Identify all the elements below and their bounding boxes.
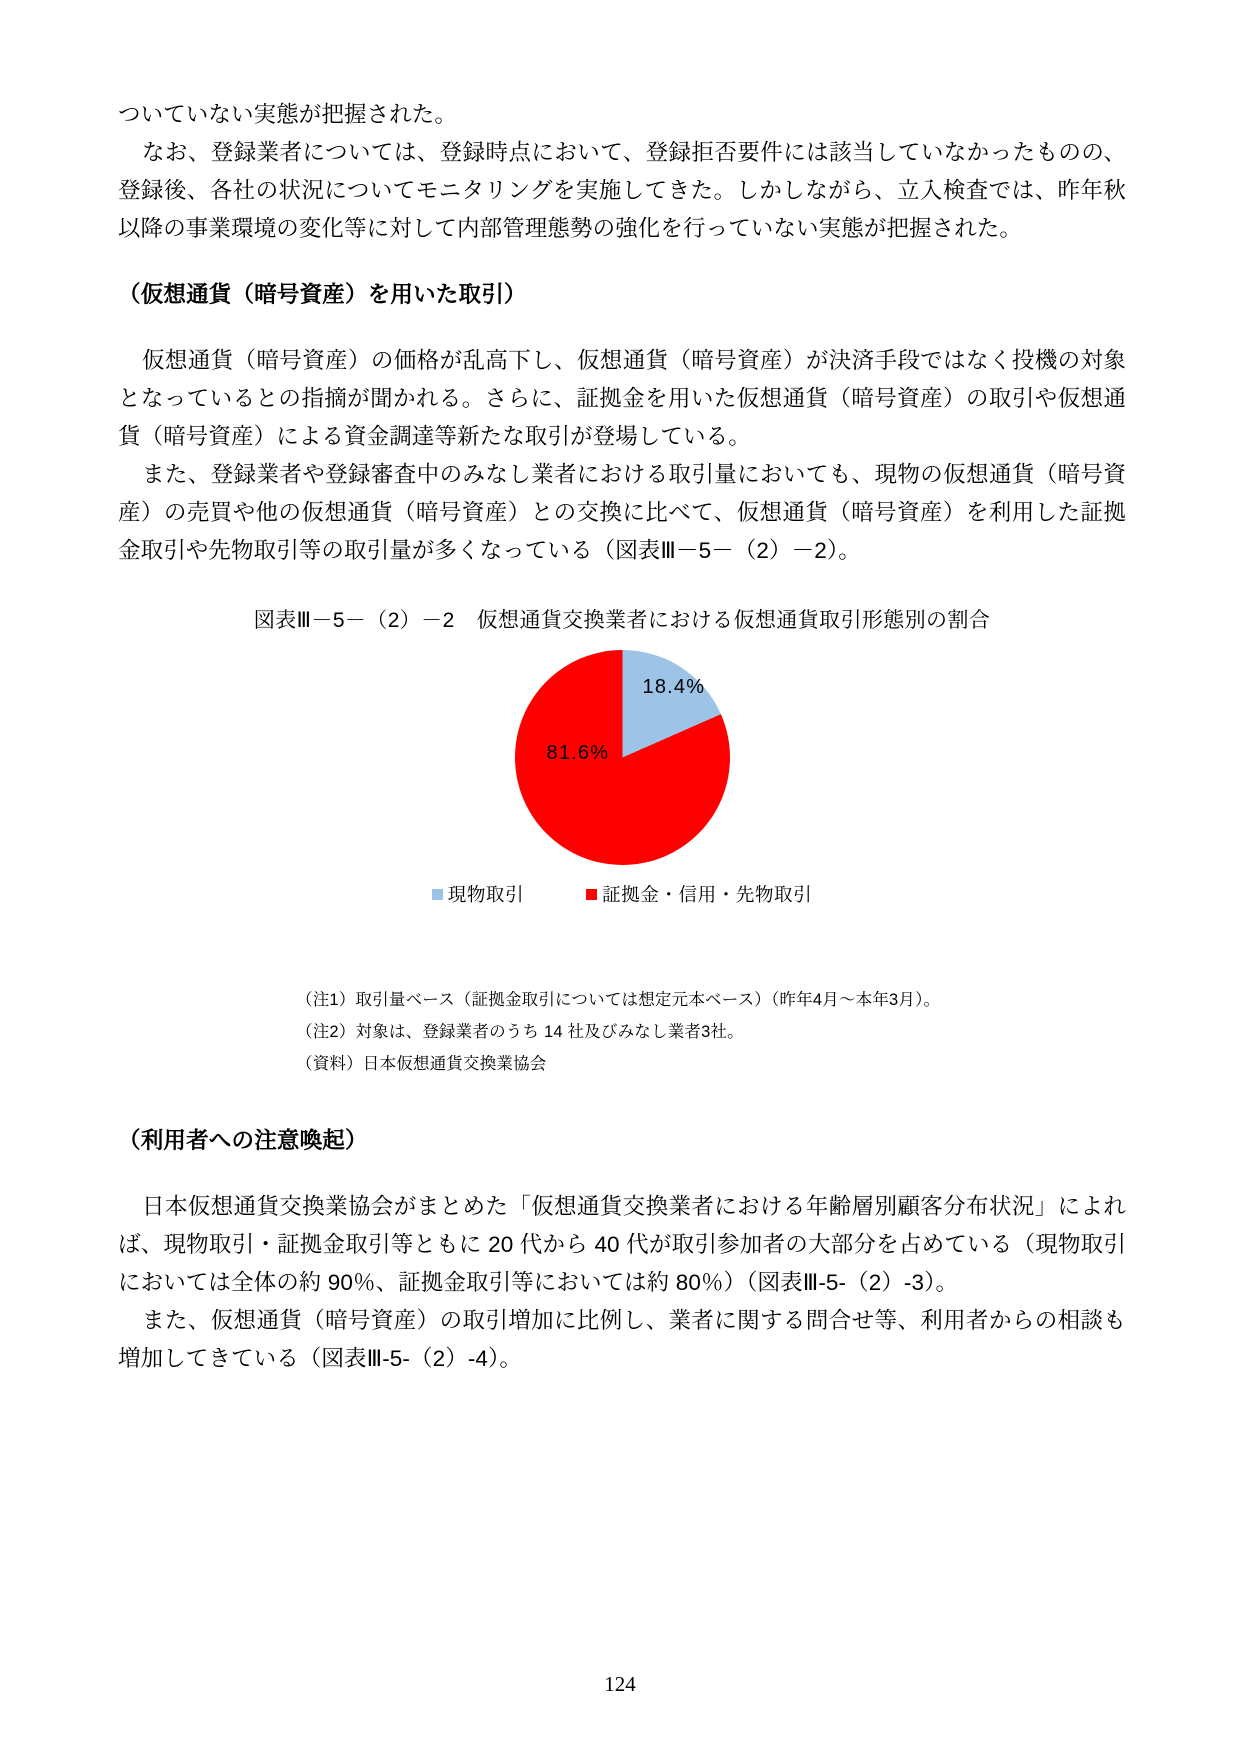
pie-label-shokokin: 81.6% (546, 742, 610, 764)
legend-swatch-icon (586, 889, 597, 900)
figure-notes (118, 984, 1126, 1080)
paragraph-age-distribution: 日本仮想通貨交換業協会がまとめた「仮想通貨交換業者における年齢層別顧客分布状況」によれば、現物取引・証拠金取引等ともに 20 代から 40 代が取引参加者の大部分を占めている（現物取引においては全体の約 90％、証拠金取引等においては約 80％）（図表Ⅲ-5-（2）-3）。 (118, 1194, 1126, 1295)
paragraph-consultations: また、仮想通貨（暗号資産）の取引増加に比例し、業者に関する問合せ等、利用者からの相談も増加してきている（図表Ⅲ-5-（2）-4）。 (118, 1308, 1126, 1371)
page-content (118, 96, 1126, 1378)
legend-label: 証拠金・信用・先物取引 (602, 884, 813, 905)
section-heading-user-alert: （利用者への注意喚起） (118, 1128, 368, 1153)
paragraph-price-volatility: 仮想通貨（暗号資産）の価格が乱高下し、仮想通貨（暗号資産）が決済手段ではなく投機の対象となっているとの指摘が聞かれる。さらに、証拠金を用いた仮想通貨（暗号資産）の取引や仮想通貨（暗号資産）による資金調達等新たな取引が登場している。 (118, 348, 1126, 449)
paragraph-registered-operators: なお、登録業者については、登録時点において、登録拒否要件には該当していなかったものの、登録後、各社の状況についてモニタリングを実施してきた。しかしながら、立入検査では、昨年秋以降の事業環境の変化等に対して内部管理態勢の強化を行っていない実態が把握された。 (118, 140, 1126, 241)
pie-label-genbutsu: 18.4% (642, 676, 706, 698)
legend-label: 現物取引 (447, 884, 525, 905)
page-number: 124 (604, 1672, 636, 1696)
figure-source: （資料）日本仮想通貨交換業協会 (296, 1055, 547, 1073)
spacer (118, 1158, 1126, 1188)
figure-caption (118, 606, 1126, 636)
figure-pie-chart (118, 606, 1126, 1080)
legend-item-shokokin (586, 881, 812, 907)
chart-legend (118, 881, 1126, 907)
figure-note-1: （注1）取引量ベース（証拠金取引については想定元本ベース）（昨年4月～本年3月）。 (296, 991, 941, 1009)
chart-canvas (118, 650, 1126, 950)
spacer (118, 312, 1126, 342)
paragraph-continuation: ついていない実態が把握された。 (118, 102, 458, 127)
pie-chart (515, 650, 730, 865)
section-heading-crypto-transactions: （仮想通貨（暗号資産）を用いた取引） (118, 282, 527, 307)
figure-caption-title: 仮想通貨交換業者における仮想通貨取引形態別の割合 (476, 609, 991, 632)
legend-item-genbutsu (432, 881, 524, 907)
spacer (118, 248, 1126, 278)
figure-note-2: （注2）対象は、登録業者のうち 14 社及びみなし業者3社。 (296, 1023, 744, 1041)
spacer (118, 1080, 1126, 1124)
figure-caption-number: 図表Ⅲ－5－（2）－2 (253, 609, 455, 632)
legend-swatch-icon (432, 889, 443, 900)
paragraph-trading-volume: また、登録業者や登録審査中のみなし業者における取引量においても、現物の仮想通貨（暗号資産）の売買や他の仮想通貨（暗号資産）との交換に比べて、仮想通貨（暗号資産）を利用した証拠金取引や先物取引等の取引量が多くなっている（図表Ⅲ－5－（2）－2）。 (118, 462, 1126, 563)
